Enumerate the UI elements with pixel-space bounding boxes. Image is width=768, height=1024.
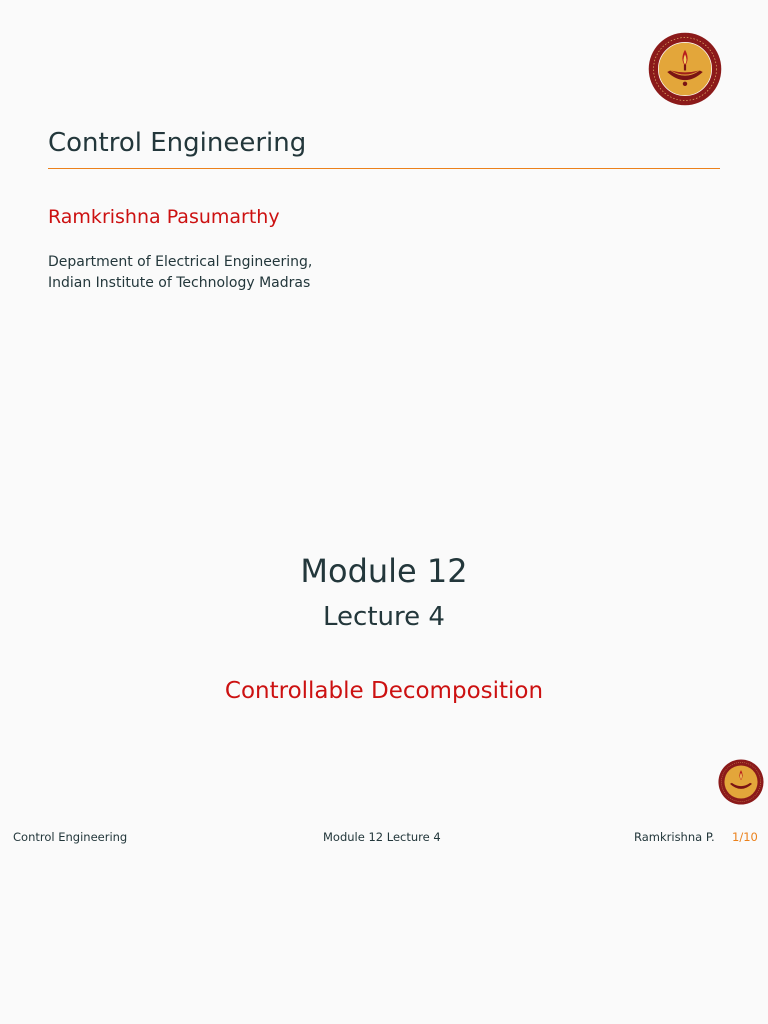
module-heading: Module 12 [300,552,468,590]
footer-module-lecture: Module 12 Lecture 4 [323,830,441,844]
page-number[interactable]: 1/10 [732,830,758,844]
lecture-heading: Lecture 4 [323,602,445,632]
iit-madras-small-logo-icon [718,759,764,805]
institute-department: Department of Electrical Engineering, [48,254,313,270]
footer-author: Ramkrishna P. [634,830,715,844]
slide-title: Control Engineering [48,128,307,158]
iit-madras-logo-icon [648,32,722,106]
institute-block [48,252,312,294]
author-name: Ramkrishna Pasumarthy [48,206,280,228]
title-divider [48,168,720,169]
institute-name: Indian Institute of Technology Madras [48,275,311,291]
lecture-topic: Controllable Decomposition [224,678,544,704]
footer-course-title: Control Engineering [13,830,128,844]
